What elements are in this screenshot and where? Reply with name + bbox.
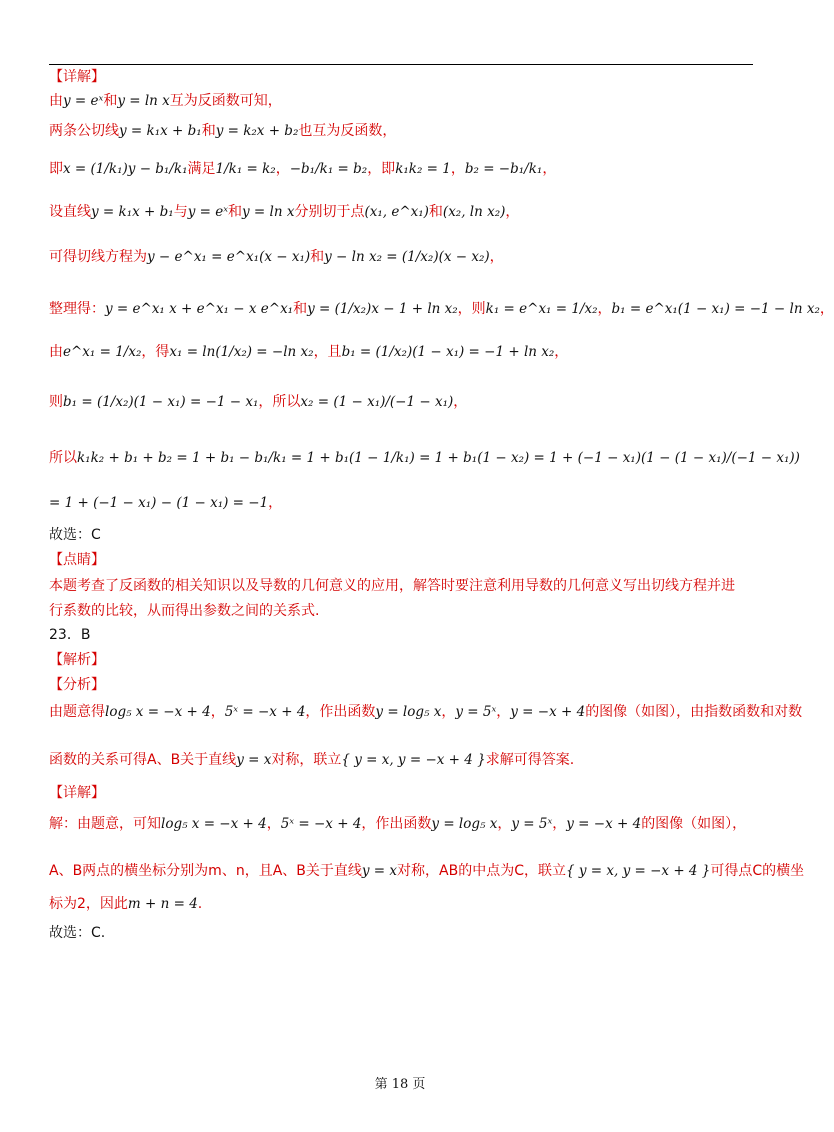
text-segment: 互为反函数可知， [169,93,282,109]
math-expression: y = x [236,752,272,768]
text-segment: 所以 [49,450,77,466]
text-segment: ， [552,816,567,832]
math-expression: log₅ x = −x + 4 [161,816,267,832]
text-line [49,753,574,768]
text-segment: 由 [49,344,63,360]
text-segment: ， [542,161,557,177]
math-expression: y = −x + 4 [510,704,586,720]
text-segment: ， [597,301,612,317]
math-expression: m + n = 4 [127,896,198,912]
math-expression: y = log₅ x [431,816,498,832]
text-segment: ， [554,344,569,360]
text-line [49,786,105,800]
text-segment: 的图像（如图）， [641,816,747,832]
text-segment: . [197,896,203,912]
text-segment: ， [275,161,290,177]
math-expression: y − ln x₂ = (1/x₂)(x − x₂) [324,249,490,265]
text-segment: ，即 [367,161,396,177]
answer-line: 故选：C [49,527,101,543]
math-expression: k₁k₂ = 1 [395,161,451,177]
math-expression: −b₁/k₁ = b₂ [289,161,368,177]
text-segment: ，所以 [258,394,301,410]
text-segment: ，作出函数 [305,704,376,720]
text-line [49,817,746,832]
text-segment: A、B两点的横坐标分别为m、n，且A、B关于直线 [49,863,362,879]
text-segment: 对称，AB的中点为C，联立 [397,863,566,879]
text-line [49,70,105,84]
math-expression: y − e^x₁ = e^x₁(x − x₁) [147,249,311,265]
text-segment: 设直线 [49,204,91,220]
text-line [49,451,800,466]
section-label: 【详解】 [49,785,105,801]
text-segment: 可得点C的横坐 [710,863,805,879]
text-line [49,302,834,317]
text-line [49,653,105,667]
text-line [49,926,105,940]
math-expression: 5ˣ = −x + 4 [280,816,362,832]
text-segment: ， [505,204,520,220]
text-segment: 解：由题意，可知 [49,816,161,832]
text-segment: 和 [310,249,325,265]
math-expression: b₁ = e^x₁(1 − x₁) = −1 − ln x₂ [611,301,820,317]
text-line [49,897,202,912]
math-expression: { y = x, y = −x + 4 } [565,863,711,879]
text-line [49,395,467,410]
math-expression: 1/k₁ = k₂ [215,161,276,177]
math-expression: y = eˣ [63,93,104,109]
text-segment: 和 [103,93,118,109]
section-label: 【分析】 [49,677,105,693]
text-segment: ， [497,816,512,832]
text-segment: 函数的关系可得A、B关于直线 [49,752,237,768]
math-expression: e^x₁ = 1/x₂ [63,344,142,360]
text-segment: ，且 [313,344,342,360]
math-expression: y = 5ˣ [455,704,497,720]
text-line [49,579,735,593]
math-expression: x₁ = ln(1/x₂) = −ln x₂ [169,344,314,360]
text-line [49,162,556,177]
text-segment: 和 [293,301,308,317]
text-line [49,864,804,879]
math-expression: y = k₁x + b₁ [91,204,174,220]
text-segment: 和 [228,204,242,220]
section-label: 【点睛】 [49,552,105,568]
math-expression: y = 5ˣ [511,816,553,832]
text-segment: ， [450,161,465,177]
text-segment: 的图像（如图），由指数函数和对数 [585,704,803,720]
math-expression: y = −x + 4 [566,816,642,832]
text-segment: 两条公切线 [49,123,119,139]
text-segment: 求解可得答案. [485,752,575,768]
math-expression: = 1 + (−1 − x₁) − (1 − x₁) = −1 [49,495,269,511]
text-segment: ， [819,301,834,317]
math-expression: log₅ x = −x + 4 [105,704,211,720]
text-segment: 也互为反函数， [298,123,397,139]
text-segment: 和 [428,204,443,220]
text-line [49,628,90,642]
page-number: 第 18 页 [374,1077,426,1092]
math-expression: 5ˣ = −x + 4 [224,704,306,720]
text-segment: ， [489,249,504,265]
text-line [49,205,519,220]
section-label: 【解析】 [49,652,105,668]
math-expression: { y = x, y = −x + 4 } [341,752,486,768]
math-expression: (x₂, ln x₂) [442,204,506,220]
text-segment: 由题意得 [49,704,105,720]
text-segment: 可得切线方程为 [49,249,147,265]
math-expression: y = k₁x + b₁ [119,123,202,139]
text-segment: 分别切于点 [294,204,365,220]
text-line [49,705,802,720]
paragraph-text: 行系数的比较，从而得出参数之间的关系式. [49,603,320,619]
text-segment: 和 [201,123,216,139]
text-line [49,678,105,692]
math-expression: y = k₂x + b₂ [215,123,299,139]
math-expression: k₁k₂ + b₁ + b₂ = 1 + b₁ − b₁/k₁ = 1 + b₁(1 − 1/k₁) = 1 + b₁(1 − x₂) = 1 + (−1 − x₁)(1 − (1 − x₁)/(−1 − x₁)) [77,450,800,466]
text-segment: 整理得： [49,301,105,317]
text-segment: ， [496,704,511,720]
math-expression: x₂ = (1 − x₁)/(−1 − x₁) [300,394,454,410]
math-expression: y = x [361,863,398,879]
math-expression: y = ln x [117,93,170,109]
text-segment: ，作出函数 [361,816,432,832]
math-expression: y = ln x [242,204,295,220]
math-expression: y = eˣ [187,204,228,220]
text-line [49,345,568,360]
math-expression: (x₁, e^x₁) [364,204,429,220]
text-segment: ， [266,816,281,832]
math-expression: y = e^x₁ x + e^x₁ − x e^x₁ [105,301,294,317]
text-line [49,124,396,139]
math-expression: x = (1/k₁)y − b₁/k₁ [63,161,188,177]
text-line [49,553,105,567]
text-segment: 与 [173,204,188,220]
header-rule [49,64,753,65]
text-line [49,250,504,265]
text-segment: ， [210,704,225,720]
math-expression: b₁ = (1/x₂)(1 − x₁) = −1 + ln x₂ [341,344,555,360]
text-segment: ， [268,495,283,511]
answer-line: 故选：C. [49,925,106,941]
text-segment: 即 [49,161,63,177]
text-line [49,94,282,109]
text-segment: 标为2，因此 [49,896,128,912]
text-segment: ，得 [141,344,170,360]
text-segment: 对称，联立 [271,752,342,768]
text-line [49,604,319,618]
text-segment: ， [453,394,468,410]
text-line [49,528,101,542]
text-segment: ， [441,704,456,720]
math-expression: b₂ = −b₁/k₁ [464,161,543,177]
math-expression: y = log₅ x [375,704,442,720]
text-segment: 满足 [187,161,216,177]
text-segment: ，则 [457,301,486,317]
text-segment: 则 [49,394,63,410]
text-line [49,496,282,511]
answer-line: 23．B [49,627,91,643]
text-segment: 由 [49,93,63,109]
section-label: 【详解】 [49,69,105,85]
paragraph-text: 本题考查了反函数的相关知识以及导数的几何意义的应用，解答时要注意利用导数的几何意义写出切线方程并进 [49,578,735,594]
math-expression: b₁ = (1/x₂)(1 − x₁) = −1 − x₁ [63,394,259,410]
math-expression: y = (1/x₂)x − 1 + ln x₂ [307,301,458,317]
math-expression: k₁ = e^x₁ = 1/x₂ [485,301,598,317]
